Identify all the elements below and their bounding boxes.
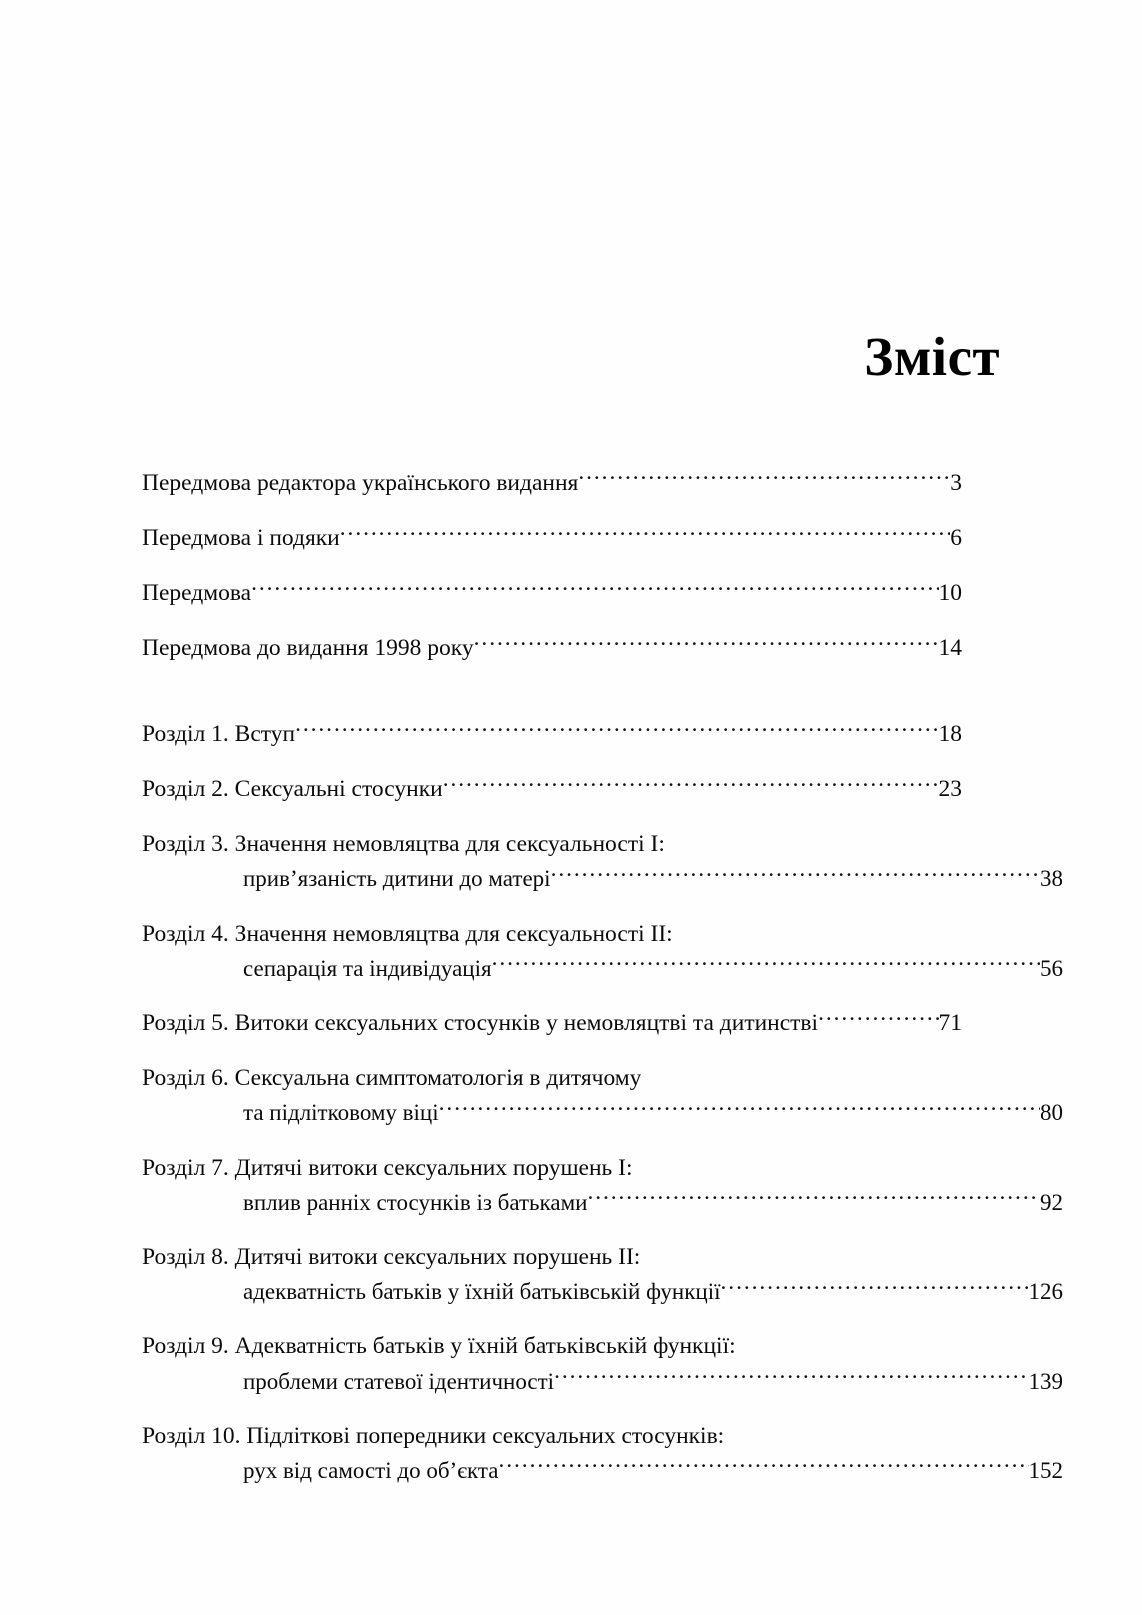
toc-entry-subtitle: прив’язаність дитини до матері (243, 866, 551, 892)
toc-line[interactable] (142, 576, 962, 610)
toc-line[interactable] (142, 917, 962, 951)
toc-entry-label: Розділ 8. Дитячі витоки сексуальних порушень II: (142, 1244, 641, 1271)
toc-entry[interactable] (142, 1240, 1063, 1308)
toc-entry-subtitle: адекватність батьків у їхній батьківській функції (243, 1279, 721, 1305)
toc-line-continuation[interactable] (142, 1454, 1063, 1487)
toc-line[interactable] (142, 827, 962, 861)
dot-leader (551, 863, 1040, 887)
toc-page-number: 6 (950, 525, 962, 552)
toc-entry-label: Розділ 1. Вступ (142, 721, 296, 748)
toc-line[interactable] (142, 772, 962, 806)
dot-leader (498, 1454, 1028, 1478)
toc-line-continuation[interactable] (142, 952, 1063, 985)
dot-leader (578, 467, 950, 491)
dot-leader (295, 718, 938, 742)
toc-line-continuation[interactable] (142, 1275, 1063, 1308)
toc-line[interactable] (142, 466, 962, 500)
toc-page-number: 92 (1040, 1189, 1063, 1215)
toc-page-number: 152 (1028, 1457, 1063, 1483)
toc-entry[interactable] (142, 1061, 1063, 1129)
toc-entry-label: Розділ 10. Підліткові попередники сексуальних стосунків: (142, 1422, 725, 1449)
toc-line-continuation[interactable] (142, 1365, 1063, 1398)
dot-leader (474, 632, 939, 656)
toc-page-number: 80 (1040, 1100, 1063, 1126)
toc-entry-subtitle: та підлітковому віці (243, 1100, 439, 1126)
toc-line-continuation[interactable] (142, 1096, 1063, 1129)
dot-leader (443, 773, 939, 797)
toc-entry-subtitle: сепарація та індивідуація (243, 955, 492, 981)
toc-entry[interactable] (142, 717, 962, 751)
toc-page-number: 23 (938, 776, 962, 803)
toc-line[interactable] (142, 1151, 962, 1185)
toc-entry[interactable] (142, 1151, 1063, 1219)
dot-leader (587, 1186, 1040, 1210)
page-title: Зміст (864, 325, 1000, 387)
toc-entry-label: Розділ 4. Значення немовляцтва для сексуальності II: (142, 920, 673, 947)
toc-line[interactable] (142, 1061, 962, 1095)
toc-entry-label: Розділ 5. Витоки сексуальних стосунків у немовляцтві та дитинстві (142, 1010, 819, 1037)
toc-line[interactable] (142, 521, 962, 555)
table-of-contents (142, 466, 1063, 1508)
toc-entry[interactable] (142, 917, 1063, 985)
toc-entry[interactable] (142, 466, 962, 500)
toc-entry-subtitle: вплив ранніх стосунків із батьками (243, 1189, 588, 1215)
dot-leader (818, 1007, 938, 1031)
toc-entry-label: Розділ 7. Дитячі витоки сексуальних порушень I: (142, 1154, 633, 1181)
toc-page-number: 126 (1028, 1279, 1063, 1305)
dot-leader (492, 952, 1040, 976)
toc-entry[interactable] (142, 827, 1063, 895)
toc-entry[interactable] (142, 631, 962, 665)
dot-leader (439, 1097, 1040, 1121)
toc-page-number: 18 (938, 721, 962, 748)
toc-entry-label: Розділ 9. Адекватність батьків у їхній батьківській функції: (142, 1333, 736, 1360)
toc-entry-subtitle: проблеми статевої ідентичності (243, 1368, 555, 1394)
toc-entry-label: Передмова і подяки (142, 525, 340, 552)
toc-page-number: 3 (950, 470, 962, 496)
toc-entry-label: Розділ 3. Значення немовляцтва для сексуальності I: (142, 831, 665, 858)
front-matter-group (142, 466, 962, 665)
toc-entry-label: Передмова редактора українського видання (142, 470, 579, 496)
toc-entry[interactable] (142, 1419, 1063, 1487)
toc-page-number: 139 (1028, 1368, 1063, 1394)
chapters-group (142, 717, 1063, 1487)
toc-entry-label: Передмова (142, 580, 252, 607)
toc-line[interactable] (142, 1329, 962, 1363)
toc-line[interactable] (142, 1006, 962, 1040)
toc-page-number: 14 (938, 635, 962, 662)
toc-line-continuation[interactable] (142, 1186, 1063, 1219)
toc-entry[interactable] (142, 772, 962, 806)
toc-entry-label: Розділ 6. Сексуальна симптоматологія в дитячому (142, 1065, 642, 1092)
toc-entry-label: Розділ 2. Сексуальні стосунки (142, 776, 443, 803)
dot-leader (554, 1365, 1028, 1389)
toc-entry-subtitle: рух від самості до об’єкта (243, 1457, 499, 1483)
toc-line[interactable] (142, 717, 962, 751)
toc-entry[interactable] (142, 521, 962, 555)
dot-leader (721, 1276, 1029, 1300)
toc-page-number: 56 (1040, 955, 1063, 981)
toc-page-number: 10 (938, 580, 962, 607)
dot-leader (251, 577, 938, 601)
toc-line[interactable] (142, 1240, 962, 1274)
toc-line-continuation[interactable] (142, 862, 1063, 895)
toc-line[interactable] (142, 1419, 962, 1453)
toc-page-number: 71 (938, 1010, 962, 1037)
toc-line[interactable] (142, 631, 962, 665)
toc-entry-label: Передмова до видання 1998 року (142, 635, 474, 662)
toc-entry[interactable] (142, 1329, 1063, 1397)
toc-page-number: 38 (1040, 866, 1063, 892)
dot-leader (340, 522, 950, 546)
toc-entry[interactable] (142, 576, 962, 610)
toc-entry[interactable] (142, 1006, 962, 1040)
